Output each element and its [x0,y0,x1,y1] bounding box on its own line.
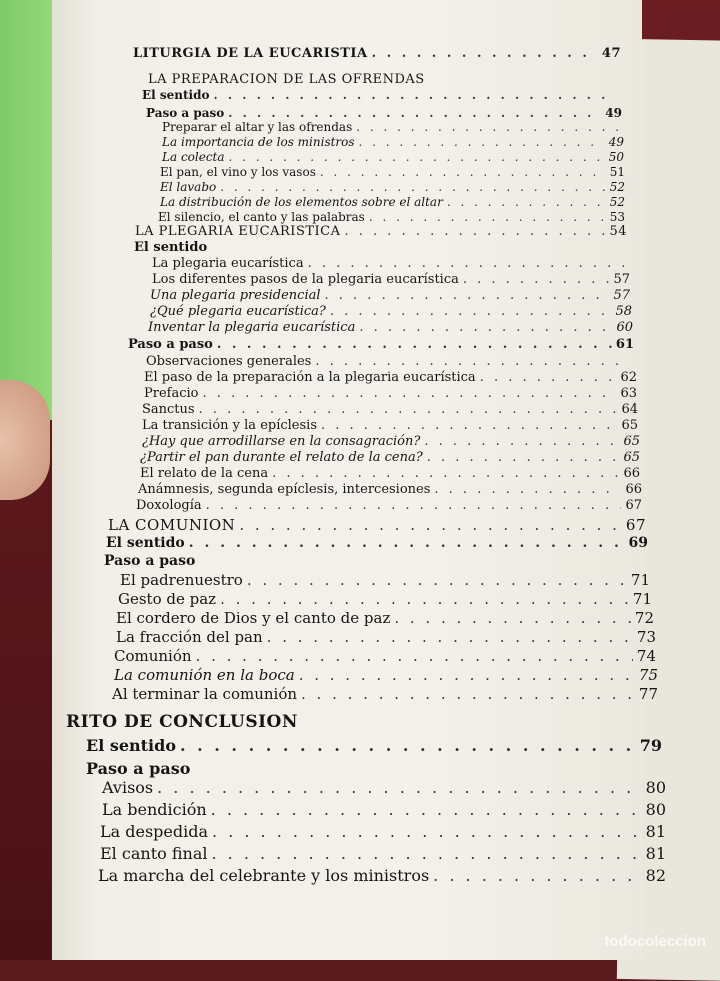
toc-entry: Doxología . . . 67 [136,498,642,513]
toc-entry: ¿Hay que arrodillarse en la consagración? . . . 65 [142,434,640,449]
toc-entry: El pan, el vino y los vasos . . . 51 [160,165,625,179]
toc-entry: Prefacio . . . 63 [144,386,637,401]
toc-entry: El sentido [134,240,208,255]
toc-entry: Observaciones generales . . . [146,354,634,369]
toc-entry: Anámnesis, segunda epíclesis, intercesiones . . . 66 [138,482,642,497]
toc-entry: Preparar el altar y las ofrendas . . . [162,120,622,134]
toc-entry: Al terminar la comunión . . . 77 [112,685,658,703]
toc-entry: El canto final . . . 81 [100,844,666,863]
toc-entry: El sentido . . . 69 [106,535,648,551]
toc-entry: El relato de la cena . . . 66 [140,466,640,481]
toc-entry: El lavabo . . . 52 [160,180,625,194]
toc-entry: LA PLEGARIA EUCARISTICA . . . 54 [135,224,627,239]
toc-entry: Comunión . . . 74 [114,647,656,665]
toc-entry: Los diferentes pasos de la plegaria eucarística . . . 57 [152,272,630,287]
toc-entry: Paso a paso [86,759,191,778]
toc-entry: Paso a paso [104,553,196,569]
toc-entry: La marcha del celebrante y los ministros . . . 82 [98,866,666,885]
toc-entry: RITO DE CONCLUSION [66,712,298,732]
toc-entry: ¿Partir el pan durante el relato de la cena? . . . 65 [140,450,640,465]
toc-entry: La fracción del pan . . . 73 [116,628,656,646]
toc-entry: La importancia de los ministros . . . 49 [162,135,624,149]
toc-entry: El sentido . . . 79 [86,736,662,755]
toc-entry: La transición y la epíclesis . . . 65 [142,418,638,433]
toc-entry: Paso a paso . . . 61 [128,337,634,352]
toc-entry: El paso de la preparación a la plegaria eucarística . . . 62 [144,370,637,385]
toc-entry: La distribución de los elementos sobre el altar . . . 52 [160,195,625,209]
toc-entry: La colecta . . . 50 [162,150,624,164]
toc-entry: Gesto de paz . . . 71 [118,590,652,608]
toc-entry: Inventar la plegaria eucarística . . . 60 [148,320,633,335]
toc-entry: El padrenuestro . . . 71 [120,571,650,589]
toc-entry: Avisos . . . 80 [102,778,666,797]
toc-entry: ¿Qué plegaria eucarística? . . . 58 [150,304,632,319]
toc-entry: La comunión en la boca . . . 75 [114,666,658,684]
toc-entry: Paso a paso . . . 49 [146,106,622,120]
toc-entry: LA COMUNION . . . 67 [108,516,646,534]
toc-entry: La plegaria eucarística . . . [152,256,628,271]
toc-entry: Sanctus . . . 64 [142,402,638,417]
toc-entry: Una plegaria presidencial . . . 57 [150,288,630,303]
toc-entry: El silencio, el canto y las palabras . . . 53 [158,210,625,224]
watermark: todocoleccion [604,933,706,950]
toc-entry: El cordero de Dios y el canto de paz . . . 72 [116,609,654,627]
toc-entry: LITURGIA DE LA EUCARISTIA . . . 47 [133,46,621,61]
toc-entry: El sentido . . . [142,88,620,102]
toc-entry: LA PREPARACION DE LAS OFRENDAS [148,72,425,87]
toc-entry: La bendición . . . 80 [102,800,666,819]
toc-entry: La despedida . . . 81 [100,822,666,841]
